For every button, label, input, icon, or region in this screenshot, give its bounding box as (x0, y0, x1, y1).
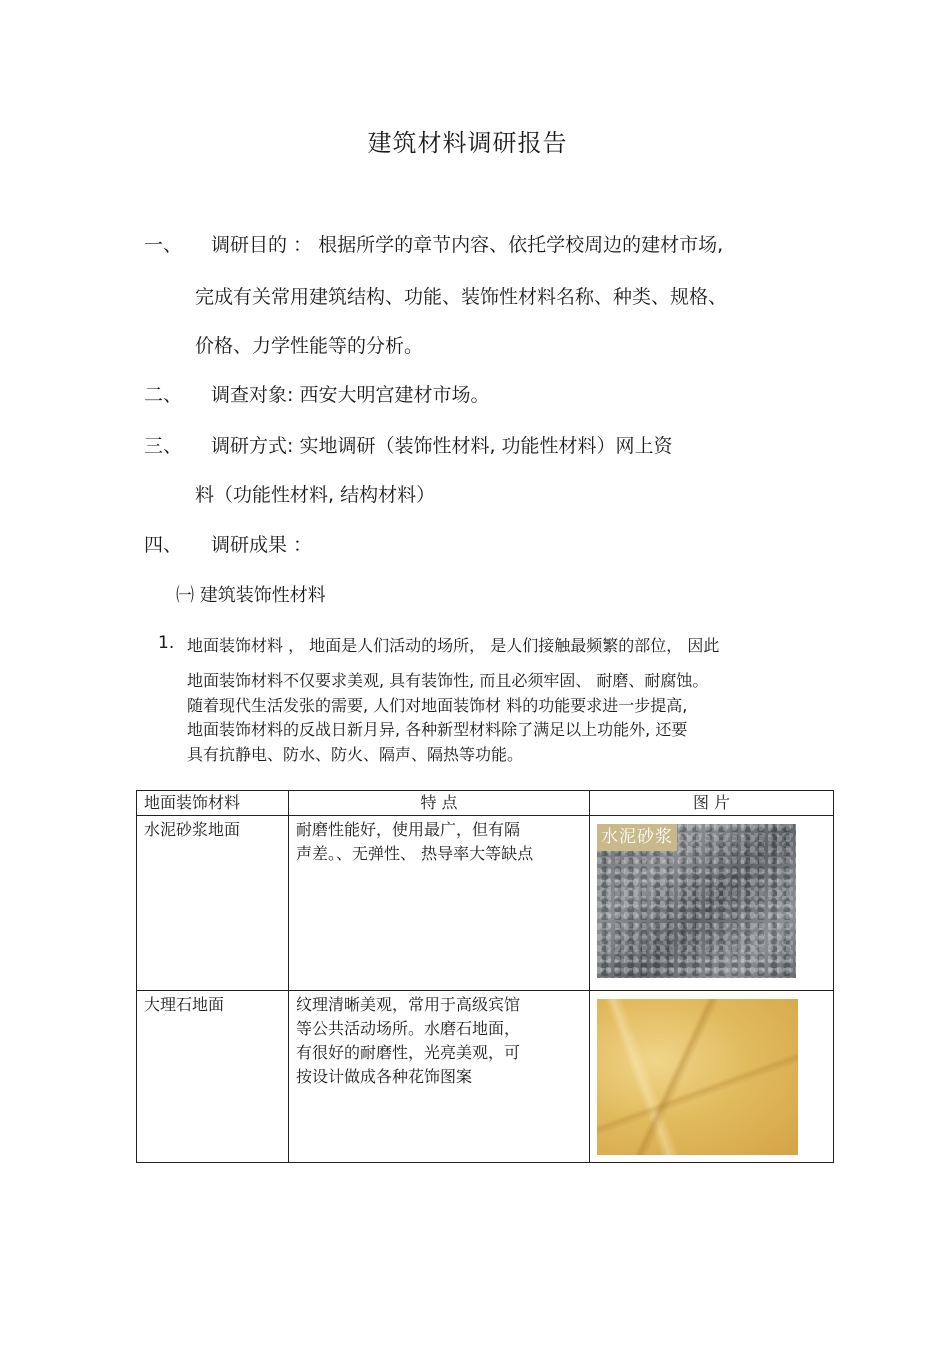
item-line-1: 地面装饰材料 ， 地面是人们活动的场所， 是人们接触最频繁的部位， 因此 (187, 636, 720, 655)
section-2-number: 二、 (144, 384, 183, 406)
table-header-row (137, 791, 834, 816)
materials-table (136, 790, 834, 1163)
row-2-feature-line: 有很好的耐磨性，光亮美观，可 (296, 1043, 521, 1062)
section-1-number: 一、 (144, 234, 183, 256)
item-line-4: 地面装饰材料的反战日新月异, 各种新型材料除了满足以上功能外, 还要 (187, 720, 688, 739)
table-row (137, 816, 834, 991)
row-2-image-cell (590, 991, 834, 1163)
item-line-3: 随着现代生活发张的需要, 人们对地面装饰材 料的功能要求进一步提高, (187, 696, 688, 715)
header-features: 特 点 (289, 791, 590, 816)
section-3-line-1: 调研方式: 实地调研（装饰性材料, 功能性材料）网上资 (211, 435, 673, 457)
section-1-line-1: 调研目的 ： 根据所学的章节内容、依托学校周边的建材市场, (211, 234, 724, 256)
item-number: 1. (158, 633, 175, 653)
marble-floor-image (597, 999, 798, 1155)
row-1-feature-line: 耐磨性能好，使用最广，但有隔 (296, 820, 521, 839)
section-1-line-2: 完成有关常用建筑结构、功能、装饰性材料名称、种类、规格、 (195, 286, 728, 308)
table-row (137, 991, 834, 1163)
header-image: 图 片 (590, 791, 834, 816)
section-3-line-2: 料（功能性材料, 结构材料） (195, 484, 436, 506)
row-1-features (289, 816, 590, 991)
row-1-image-cell (590, 816, 834, 991)
section-2-line-1: 调查对象: 西安大明宫建材市场。 (211, 384, 490, 406)
section-3-number: 三、 (144, 435, 183, 457)
page-title: 建筑材料调研报告 (367, 129, 568, 157)
row-2-feature-line: 等公共活动场所。水磨石地面， (296, 1019, 521, 1038)
row-2-feature-line: 按设计做成各种花饰图案 (296, 1067, 473, 1086)
section-1-line-3: 价格、力学性能等的分析。 (195, 335, 424, 357)
header-material: 地面装饰材料 (137, 791, 289, 816)
cement-image-label: 水泥砂浆 (597, 824, 677, 851)
row-2-material (137, 991, 289, 1163)
item-line-5: 具有抗静电、防水、防火、隔声、隔热等功能。 (187, 745, 524, 764)
cement-floor-image (597, 824, 796, 978)
row-2-material-name: 大理石地面 (144, 995, 225, 1014)
row-1-material (137, 816, 289, 991)
row-2-feature-line: 纹理清晰美观，常用于高级宾馆 (296, 995, 521, 1014)
section-4-line-1: 调研成果 ： (211, 534, 313, 556)
row-1-material-name: 水泥砂浆地面 (144, 820, 241, 839)
row-1-feature-line: 声差。、无弹性、 热导率大等缺点 (296, 844, 534, 863)
section-4-number: 四、 (144, 534, 183, 556)
subsection-heading: ㈠ 建筑装饰性材料 (176, 585, 326, 606)
row-2-features (289, 991, 590, 1163)
item-line-2: 地面装饰材料不仅要求美观, 具有装饰性, 而且必须牢固、 耐磨、耐腐蚀。 (187, 671, 709, 690)
